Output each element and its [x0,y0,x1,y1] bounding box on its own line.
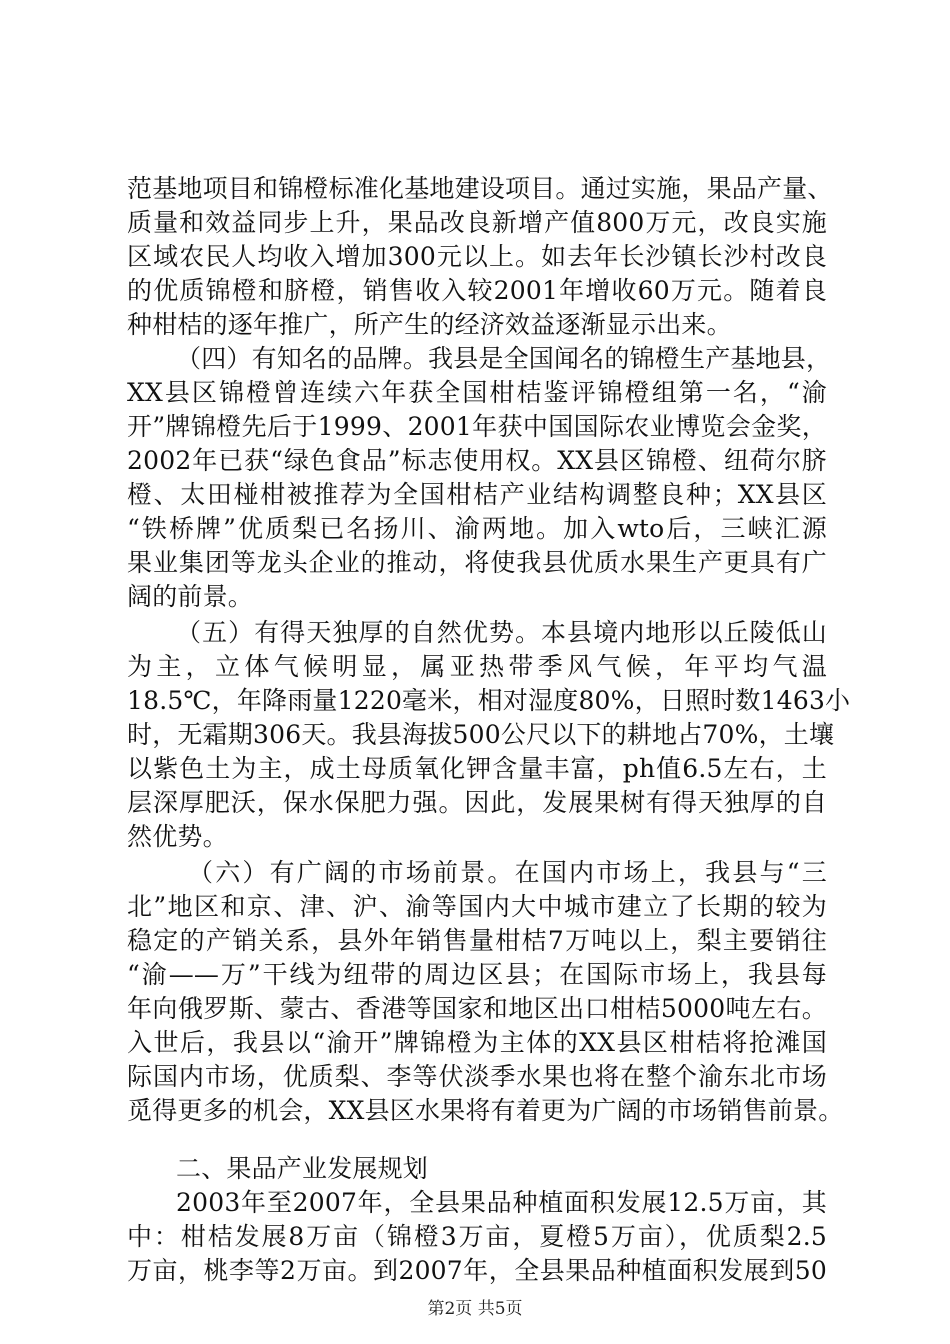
paragraph-heading-4: （四）有知名的品牌。我县是全国闻名的锦橙生产基地县， [176,344,832,373]
text-line: 种柑桔的逐年推广，所产生的经济效益逐渐显示出来。 [127,310,732,339]
text-line: 橙、太田椪柑被推荐为全国柑桔产业结构调整良种；XX县区 [127,480,827,509]
text-line: 质量和效益同步上升，果品改良新增产值800万元，改良实施 [127,208,827,237]
text-line: 万亩，桃李等2万亩。到2007年，全县果品种植面积发展到50 [127,1256,827,1285]
text-line: “渝——万”干线为纽带的周边区县；在国际市场上，我县每 [127,960,827,989]
text-line: 层深厚肥沃，保水保肥力强。因此，发展果树有得天独厚的自 [127,788,827,817]
text-line: 阔的前景。 [127,582,254,611]
text-line: 觅得更多的机会，XX县区水果将有着更为广阔的市场销售前景。 [127,1096,844,1125]
text-line: 年向俄罗斯、蒙古、香港等国家和地区出口柑桔5000吨左右。 [127,994,827,1023]
text-line: 果业集团等龙头企业的推动，将使我县优质水果生产更具有广 [127,548,827,577]
paragraph-heading-6: （六）有广阔的市场前景。在国内市场上，我县与“三 [188,858,827,887]
page-number-footer: 第2页 共5页 [427,1299,523,1319]
text-line: 际国内市场，优质梨、李等伏淡季水果也将在整个渝东北市场 [127,1062,827,1091]
text-line: 北”地区和京、津、沪、渝等国内大中城市建立了长期的较为 [127,892,827,921]
text-line: 开”牌锦橙先后于1999、2001年获中国国际农业博览会金奖， [127,412,827,441]
text-line: 2002年已获“绿色食品”标志使用权。XX县区锦橙、纽荷尔脐 [127,446,827,475]
text-line: 中：柑桔发展8万亩（锦橙3万亩，夏橙5万亩），优质梨2.5 [127,1222,827,1251]
text-line: 区域农民人均收入增加300元以上。如去年长沙镇长沙村改良 [127,242,827,271]
text-line: 的优质锦橙和脐橙，销售收入较2001年增收60万元。随着良 [127,276,827,305]
section-heading: 二、果品产业发展规划 [176,1154,429,1183]
text-line: 然优势。 [127,822,228,851]
text-line: XX县区锦橙曾连续六年获全国柑桔鉴评锦橙组第一名，“渝 [127,378,827,407]
text-line: 以紫色土为主，成土母质氧化钾含量丰富，ph值6.5左右，土 [127,754,827,783]
text-line: 为主，立体气候明显，属亚热带季风气候，年平均气温 [127,652,827,681]
text-line: “铁桥牌”优质梨已名扬川、渝两地。加入wto后，三峡汇源 [127,514,827,543]
text-line: 范基地项目和锦橙标准化基地建设项目。通过实施，果品产量、 [127,174,833,203]
text-line: 18.5℃，年降雨量1220毫米，相对湿度80%，日照时数1463小 [127,686,851,715]
text-line: 时，无霜期306天。我县海拔500公尺以下的耕地占70%，土壤 [127,720,835,749]
paragraph-heading-5: （五）有得天独厚的自然优势。本县境内地形以丘陵低山 [176,618,827,647]
text-line: 入世后，我县以“渝开”牌锦橙为主体的XX县区柑桔将抢滩国 [127,1028,827,1057]
text-line: 2003年至2007年，全县果品种植面积发展12.5万亩，其 [176,1188,827,1217]
text-line: 稳定的产销关系，县外年销售量柑桔7万吨以上，梨主要销往 [127,926,827,955]
